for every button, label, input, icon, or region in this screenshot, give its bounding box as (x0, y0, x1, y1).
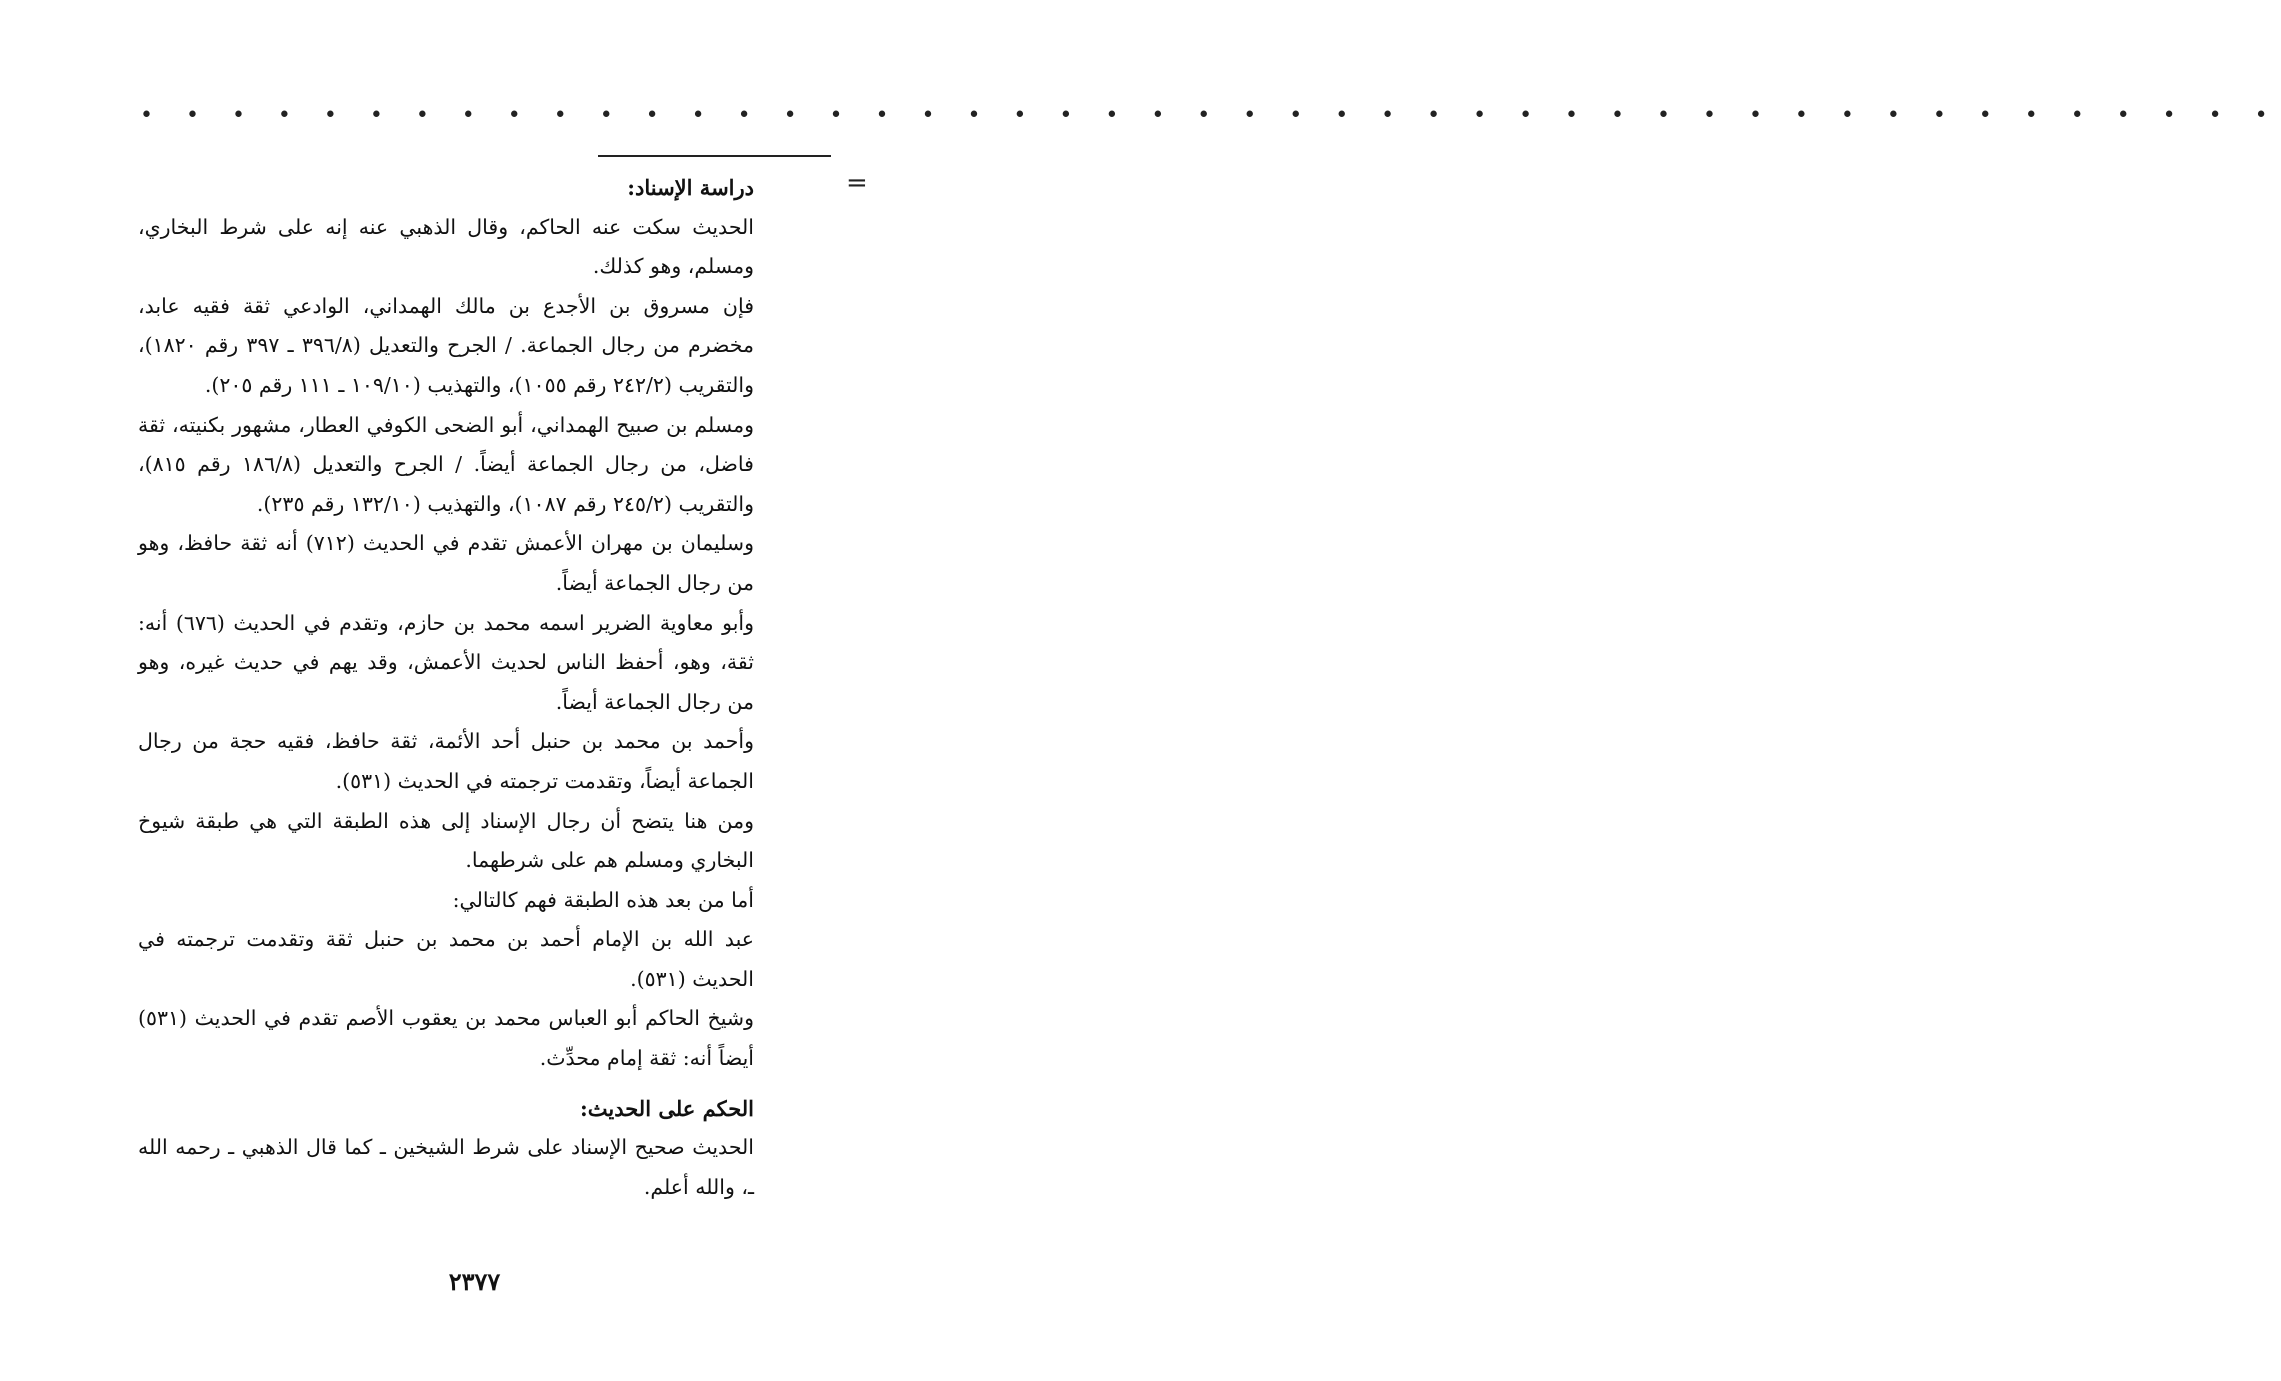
section-heading-isnad-study: دراسة الإسناد: (627, 175, 754, 200)
page-number: ٢٣٧٧ (448, 1267, 501, 1296)
paragraph: ومسلم بن صبيح الهمداني، أبو الضحى الكوفي العطار، مشهور بكنيته، ثقة فاضل، من رجال الجماعة أيضاً. / الجرح والتعديل (١٨٦/٨ رقم ٨١٥)، والتقريب (٢٤٥/٢ رقم ١٠٨٧)، والتهذيب (١٣٢/١٠ رقم ٢٣٥). (138, 412, 754, 516)
paragraph: وأحمد بن محمد بن حنبل أحد الأئمة، ثقة حافظ، فقيه حجة من رجال الجماعة أيضاً، وتقدمت ترجمته في الحديث (٥٣١). (138, 729, 754, 793)
page-body (138, 168, 754, 1207)
paragraph: الحديث صحيح الإسناد على شرط الشيخين ـ كما قال الذهبي ـ رحمه الله ـ، والله أعلم. (138, 1135, 754, 1199)
paragraph: أما من بعد هذه الطبقة فهم كالتالي: (452, 887, 754, 912)
paragraph: وسليمان بن مهران الأعمش تقدم في الحديث (٧١٢) أنه ثقة حافظ، وهو من رجال الجماعة أيضاً. (138, 531, 754, 595)
heading-rule (598, 155, 831, 157)
margin-marker: = (846, 168, 868, 198)
paragraph: ومن هنا يتضح أن رجال الإسناد إلى هذه الطبقة التي هي طبقة شيوخ البخاري ومسلم هم على شرطهما. (138, 808, 754, 873)
paragraph: الحديث سكت عنه الحاكم، وقال الذهبي عنه إنه على شرط البخاري، ومسلم، وهو كذلك. (138, 214, 754, 279)
paragraph: وأبو معاوية الضرير اسمه محمد بن حازم، وتقدم في الحديث (٦٧٦) أنه: ثقة، وهو، أحفظ الناس لحديث الأعمش، وقد يهم في حديث غيره، وهو من رجال الجماعة أيضاً. (138, 610, 754, 714)
paragraph: فإن مسروق بن الأجدع بن مالك الهمداني، الوادعي ثقة فقيه عابد، مخضرم من رجال الجماعة. / الجرح والتعديل (٣٩٦/٨ ـ ٣٩٧ رقم ١٨٢٠)، والتقريب (٢٤٢/٢ رقم ١٠٥٥)، والتهذيب (١٠٩/١٠ ـ ١١١ رقم ٢٠٥). (138, 293, 754, 397)
dotted-separator: • • • • • • • • • • • • • • • • • • • • • • • • • • • • • • • • • • • • • • • • • • • • • • • (140, 103, 2281, 128)
paragraph: عبد الله بن الإمام أحمد بن محمد بن حنبل ثقة وتقدمت ترجمته في الحديث (٥٣١). (138, 927, 754, 991)
paragraph: وشيخ الحاكم أبو العباس محمد بن يعقوب الأصم تقدم في الحديث (٥٣١) أيضاً أنه: ثقة إمام محدِّث. (138, 1006, 754, 1071)
section-heading-ruling: الحكم على الحديث: (580, 1095, 754, 1121)
